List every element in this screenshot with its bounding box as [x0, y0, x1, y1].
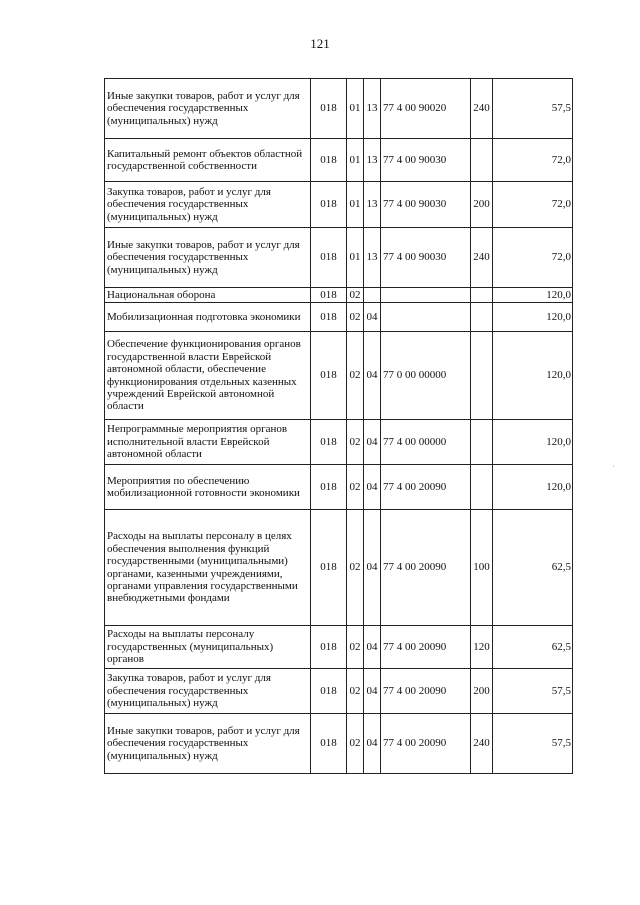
cell-item-name: Иные закупки товаров, работ и услуг для обеспечения государственных (муниципальных) нужд: [105, 714, 311, 774]
cell-subsection-code: 04: [364, 332, 381, 420]
table-row: [105, 139, 573, 182]
cell-item-name: Мероприятия по обеспечению мобилизационной готовности экономики: [105, 465, 311, 510]
cell-subsection-code: 04: [364, 626, 381, 669]
cell-item-name: Иные закупки товаров, работ и услуг для обеспечения государственных (муниципальных) нужд: [105, 228, 311, 288]
cell-admin-code: 018: [311, 288, 347, 303]
cell-expense-type-code: 240: [471, 714, 493, 774]
cell-subsection-code: 04: [364, 714, 381, 774]
cell-section-code: 02: [347, 303, 364, 332]
cell-expense-type-code: [471, 139, 493, 182]
cell-target-article-code: 77 0 00 00000: [381, 332, 471, 420]
cell-amount: 62,5: [493, 510, 573, 626]
cell-subsection-code: 13: [364, 139, 381, 182]
scan-mark: ·: [612, 462, 615, 471]
table-row: [105, 669, 573, 714]
cell-admin-code: 018: [311, 332, 347, 420]
budget-table: [104, 78, 573, 774]
cell-section-code: 02: [347, 332, 364, 420]
cell-target-article-code: 77 4 00 90030: [381, 182, 471, 228]
cell-expense-type-code: [471, 332, 493, 420]
cell-item-name: Закупка товаров, работ и услуг для обеспечения государственных (муниципальных) нужд: [105, 669, 311, 714]
table-row: [105, 182, 573, 228]
cell-item-name: Непрограммные мероприятия органов исполнительной власти Еврейской автономной области: [105, 420, 311, 465]
cell-subsection-code: 13: [364, 182, 381, 228]
cell-amount: 72,0: [493, 182, 573, 228]
cell-expense-type-code: [471, 288, 493, 303]
cell-expense-type-code: [471, 303, 493, 332]
cell-admin-code: 018: [311, 714, 347, 774]
cell-admin-code: 018: [311, 303, 347, 332]
table-row: [105, 332, 573, 420]
cell-subsection-code: 13: [364, 228, 381, 288]
cell-item-name: Национальная оборона: [105, 288, 311, 303]
cell-target-article-code: 77 4 00 20090: [381, 714, 471, 774]
cell-amount: 57,5: [493, 79, 573, 139]
cell-target-article-code: 77 4 00 90030: [381, 228, 471, 288]
cell-item-name: Расходы на выплаты персоналу государственных (муниципальных) органов: [105, 626, 311, 669]
table-row: [105, 228, 573, 288]
cell-section-code: 01: [347, 139, 364, 182]
table-row: [105, 420, 573, 465]
cell-amount: 57,5: [493, 669, 573, 714]
cell-target-article-code: 77 4 00 20090: [381, 626, 471, 669]
cell-section-code: 02: [347, 714, 364, 774]
cell-subsection-code: 04: [364, 420, 381, 465]
cell-admin-code: 018: [311, 465, 347, 510]
cell-item-name: Иные закупки товаров, работ и услуг для обеспечения государственных (муниципальных) нужд: [105, 79, 311, 139]
cell-admin-code: 018: [311, 139, 347, 182]
cell-section-code: 01: [347, 228, 364, 288]
cell-admin-code: 018: [311, 669, 347, 714]
cell-subsection-code: 04: [364, 465, 381, 510]
cell-admin-code: 018: [311, 420, 347, 465]
table-row: [105, 79, 573, 139]
cell-item-name: Расходы на выплаты персоналу в целях обеспечения выполнения функций государственными (муниципальными) органами, казенными учреждениями, органами управления государственными внебюджетными фондами: [105, 510, 311, 626]
page-number: 121: [310, 36, 330, 51]
cell-expense-type-code: 240: [471, 79, 493, 139]
cell-section-code: 01: [347, 79, 364, 139]
cell-subsection-code: 04: [364, 510, 381, 626]
cell-target-article-code: [381, 303, 471, 332]
cell-section-code: 02: [347, 510, 364, 626]
cell-subsection-code: 04: [364, 669, 381, 714]
cell-amount: 120,0: [493, 465, 573, 510]
cell-item-name: Обеспечение функционирования органов государственной власти Еврейской автономной области, обеспечение функционирования отдельных казенных учреждений Еврейской автономной области: [105, 332, 311, 420]
cell-target-article-code: 77 4 00 90030: [381, 139, 471, 182]
cell-amount: 120,0: [493, 420, 573, 465]
cell-target-article-code: 77 4 00 20090: [381, 465, 471, 510]
cell-amount: 120,0: [493, 288, 573, 303]
cell-expense-type-code: [471, 465, 493, 510]
cell-expense-type-code: 100: [471, 510, 493, 626]
table-row: [105, 465, 573, 510]
cell-target-article-code: 77 4 00 00000: [381, 420, 471, 465]
cell-amount: 120,0: [493, 303, 573, 332]
table-row: [105, 626, 573, 669]
cell-amount: 72,0: [493, 139, 573, 182]
cell-section-code: 01: [347, 182, 364, 228]
cell-amount: 62,5: [493, 626, 573, 669]
cell-subsection-code: 13: [364, 79, 381, 139]
cell-expense-type-code: [471, 420, 493, 465]
table-row: [105, 288, 573, 303]
budget-table-body: [105, 79, 573, 774]
cell-expense-type-code: 200: [471, 182, 493, 228]
cell-amount: 57,5: [493, 714, 573, 774]
cell-target-article-code: 77 4 00 90020: [381, 79, 471, 139]
cell-section-code: 02: [347, 626, 364, 669]
table-row: [105, 714, 573, 774]
cell-expense-type-code: 200: [471, 669, 493, 714]
cell-section-code: 02: [347, 288, 364, 303]
cell-section-code: 02: [347, 420, 364, 465]
cell-amount: 120,0: [493, 332, 573, 420]
cell-target-article-code: [381, 288, 471, 303]
cell-item-name: Капитальный ремонт объектов областной государственной собственности: [105, 139, 311, 182]
cell-subsection-code: 04: [364, 303, 381, 332]
cell-expense-type-code: 120: [471, 626, 493, 669]
cell-item-name: Мобилизационная подготовка экономики: [105, 303, 311, 332]
cell-target-article-code: 77 4 00 20090: [381, 669, 471, 714]
cell-amount: 72,0: [493, 228, 573, 288]
cell-expense-type-code: 240: [471, 228, 493, 288]
cell-admin-code: 018: [311, 626, 347, 669]
table-row: [105, 303, 573, 332]
cell-section-code: 02: [347, 465, 364, 510]
cell-item-name: Закупка товаров, работ и услуг для обеспечения государственных (муниципальных) нужд: [105, 182, 311, 228]
cell-target-article-code: 77 4 00 20090: [381, 510, 471, 626]
cell-admin-code: 018: [311, 79, 347, 139]
cell-admin-code: 018: [311, 182, 347, 228]
table-row: [105, 510, 573, 626]
cell-section-code: 02: [347, 669, 364, 714]
cell-admin-code: 018: [311, 228, 347, 288]
cell-subsection-code: [364, 288, 381, 303]
cell-admin-code: 018: [311, 510, 347, 626]
